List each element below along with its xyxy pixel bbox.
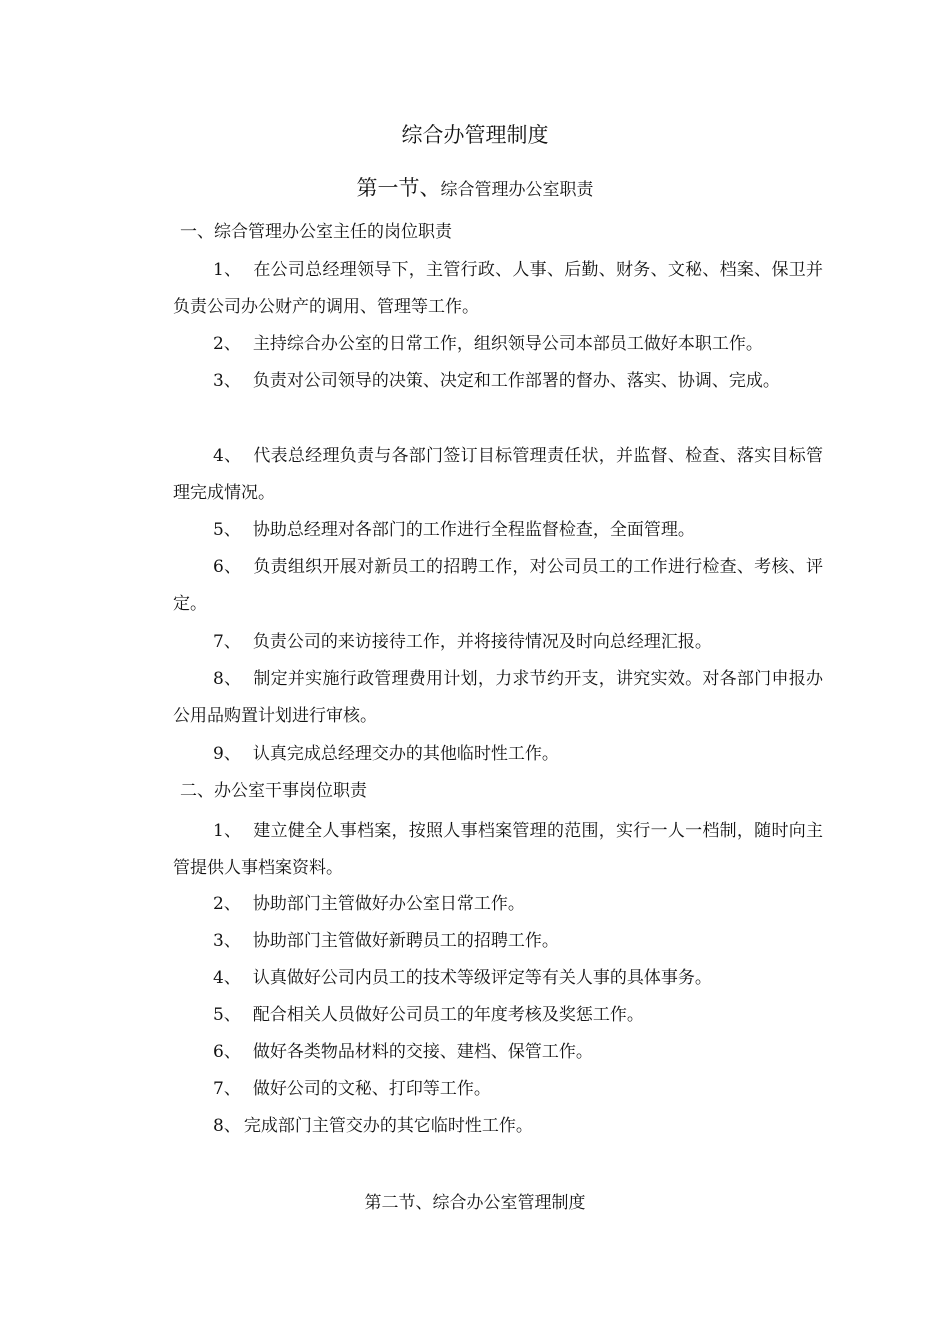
item-number: 5、 [213, 520, 241, 540]
section-2-heading: 第二节、综合办公室管理制度 [364, 1193, 586, 1213]
part-2-item-7 [173, 1071, 823, 1108]
item-number: 6、 [213, 557, 242, 577]
part-2-item-6 [173, 1034, 823, 1071]
item-text: 协助部门主管做好新聘员工的招聘工作。 [252, 931, 559, 951]
part-2-item-8 [173, 1108, 823, 1145]
item-text: 做好各类物品材料的交接、建档、保管工作。 [252, 1042, 593, 1062]
part-2-item-1 [173, 813, 823, 887]
item-text: 主持综合办公室的日常工作，组织领导公司本部员工做好本职工作。 [252, 334, 763, 354]
item-number: 9、 [213, 744, 241, 764]
item-text: 认真完成总经理交办的其他临时性工作。 [252, 744, 559, 764]
item-number: 3、 [213, 371, 241, 391]
part-1-item-2 [173, 326, 823, 363]
part-2-heading: 二、办公室干事岗位职责 [180, 781, 367, 801]
item-text: 配合相关人员做好公司员工的年度考核及奖惩工作。 [252, 1005, 644, 1025]
item-number: 6、 [213, 1042, 241, 1062]
section-1-number: 第一节、 [356, 176, 441, 200]
item-text: 负责组织开展对新员工的招聘工作，对公司员工的工作进行检查、考核、评定。 [173, 557, 823, 614]
item-text: 负责公司的来访接待工作，并将接待情况及时向总经理汇报。 [252, 632, 712, 652]
item-number: 5、 [213, 1005, 241, 1025]
item-number: 1、 [213, 260, 242, 280]
item-text: 代表总经理负责与各部门签订目标管理责任状，并监督、检查、落实目标管理完成情况。 [173, 446, 823, 503]
item-number: 8、 [213, 1116, 241, 1136]
part-1-item-8 [173, 661, 823, 735]
part-2-item-4 [173, 960, 823, 997]
item-text: 完成部门主管交办的其它临时性工作。 [243, 1116, 533, 1136]
part-1-item-5 [173, 512, 823, 549]
part-1-item-3 [173, 363, 823, 400]
item-number: 4、 [213, 968, 241, 988]
part-2-item-2 [173, 886, 823, 923]
item-number: 4、 [213, 446, 242, 466]
part-1-item-9 [173, 736, 823, 773]
item-text: 制定并实施行政管理费用计划，力求节约开支，讲究实效。对各部门申报办公用品购置计划进行审核。 [173, 669, 823, 726]
part-1-item-4 [173, 438, 823, 512]
part-1-item-6 [173, 549, 823, 623]
item-text: 在公司总经理领导下，主管行政、人事、后勤、财务、文秘、档案、保卫并负责公司办公财产的调用、管理等工作。 [173, 260, 823, 317]
item-text: 负责对公司领导的决策、决定和工作部署的督办、落实、协调、完成。 [252, 371, 780, 391]
item-number: 3、 [213, 931, 241, 951]
part-1-heading: 一、综合管理办公室主任的岗位职责 [180, 222, 452, 242]
item-text: 协助部门主管做好办公室日常工作。 [252, 894, 525, 914]
part-1-item-7 [173, 624, 823, 661]
part-2-item-3 [173, 923, 823, 960]
item-text: 建立健全人事档案，按照人事档案管理的范围，实行一人一档制，随时向主管提供人事档案资料。 [173, 821, 823, 878]
document-title: 综合办管理制度 [401, 123, 549, 147]
item-number: 1、 [213, 821, 242, 841]
item-text: 认真做好公司内员工的技术等级评定等有关人事的具体事务。 [252, 968, 712, 988]
section-1-heading [0, 173, 950, 205]
item-number: 7、 [213, 1079, 241, 1099]
item-number: 2、 [213, 894, 241, 914]
item-number: 2、 [213, 334, 241, 354]
part-1-item-1 [173, 252, 823, 326]
section-1-title: 综合管理办公室职责 [440, 180, 594, 200]
item-text: 做好公司的文秘、打印等工作。 [252, 1079, 491, 1099]
item-number: 8、 [213, 669, 242, 689]
part-2-item-5 [173, 997, 823, 1034]
item-text: 协助总经理对各部门的工作进行全程监督检查，全面管理。 [252, 520, 695, 540]
item-number: 7、 [213, 632, 241, 652]
